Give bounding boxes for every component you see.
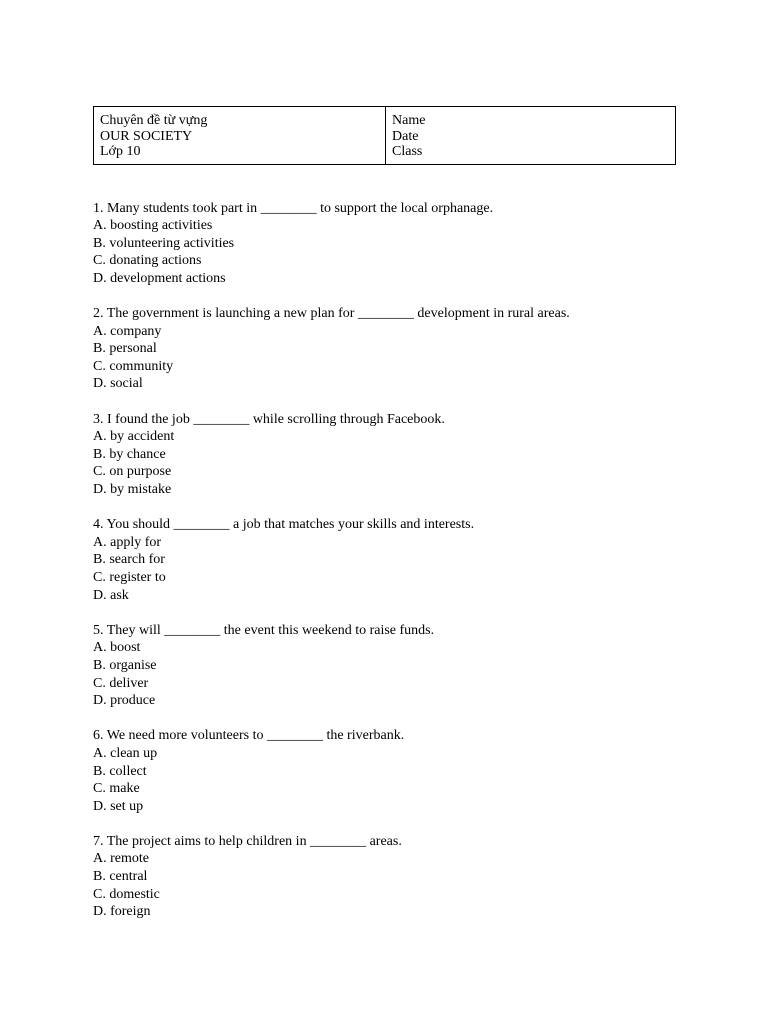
- question-text: 7. The project aims to help children in ________ areas.: [93, 833, 402, 849]
- topic-cell: [94, 107, 386, 165]
- option-d: D. set up: [93, 798, 144, 814]
- grade-label: Lớp 10: [100, 144, 141, 159]
- option-b: B. organise: [93, 657, 157, 673]
- option-d: D. social: [93, 376, 143, 392]
- question-5: [93, 622, 676, 710]
- question-list: [93, 200, 676, 921]
- option-c: C. community: [93, 358, 174, 374]
- unit-title: OUR SOCIETY: [100, 128, 193, 144]
- option-a: A. by accident: [93, 429, 175, 445]
- option-a: A. boosting activities: [93, 218, 213, 234]
- option-c: C. deliver: [93, 675, 149, 691]
- option-a: A. clean up: [93, 745, 158, 761]
- option-b: B. collect: [93, 763, 147, 779]
- option-a: A. remote: [93, 851, 149, 867]
- student-info-cell: [386, 107, 676, 165]
- option-b: B. volunteering activities: [93, 235, 235, 251]
- question-6: [93, 727, 676, 815]
- question-text: 6. We need more volunteers to ________ the riverbank.: [93, 728, 405, 744]
- worksheet-page: [93, 106, 676, 938]
- option-d: D. produce: [93, 693, 156, 709]
- question-4: [93, 516, 676, 604]
- option-b: B. personal: [93, 341, 157, 357]
- option-b: B. by chance: [93, 446, 166, 462]
- option-c: C. donating actions: [93, 253, 202, 269]
- date-label: Date: [392, 128, 419, 144]
- question-3: [93, 411, 676, 499]
- question-text: 2. The government is launching a new plan for ________ development in rural areas.: [93, 306, 570, 322]
- option-b: B. central: [93, 869, 148, 885]
- question-2: [93, 305, 676, 393]
- name-label: Name: [392, 113, 426, 128]
- question-text: 3. I found the job ________ while scrolling through Facebook.: [93, 411, 445, 427]
- question-1: [93, 200, 676, 288]
- option-a: A. boost: [93, 640, 141, 656]
- option-d: D. by mistake: [93, 482, 172, 497]
- option-a: A. company: [93, 323, 162, 339]
- class-label: Class: [392, 144, 423, 159]
- header-table: [93, 106, 676, 165]
- question-text: 4. You should ________ a job that matches your skills and interests.: [93, 517, 475, 533]
- question-7: [93, 833, 676, 921]
- option-b: B. search for: [93, 552, 165, 568]
- option-d: D. development actions: [93, 270, 226, 286]
- option-a: A. apply for: [93, 534, 162, 550]
- option-d: D. foreign: [93, 904, 151, 920]
- option-c: C. on purpose: [93, 464, 172, 480]
- option-c: C. domestic: [93, 886, 160, 902]
- question-text: 5. They will ________ the event this weekend to raise funds.: [93, 622, 435, 638]
- question-text: 1. Many students took part in ________ to support the local orphanage.: [93, 200, 494, 216]
- option-c: C. register to: [93, 569, 166, 585]
- topic-label: Chuyên đề từ vựng: [100, 113, 208, 128]
- option-d: D. ask: [93, 587, 129, 603]
- option-c: C. make: [93, 781, 140, 797]
